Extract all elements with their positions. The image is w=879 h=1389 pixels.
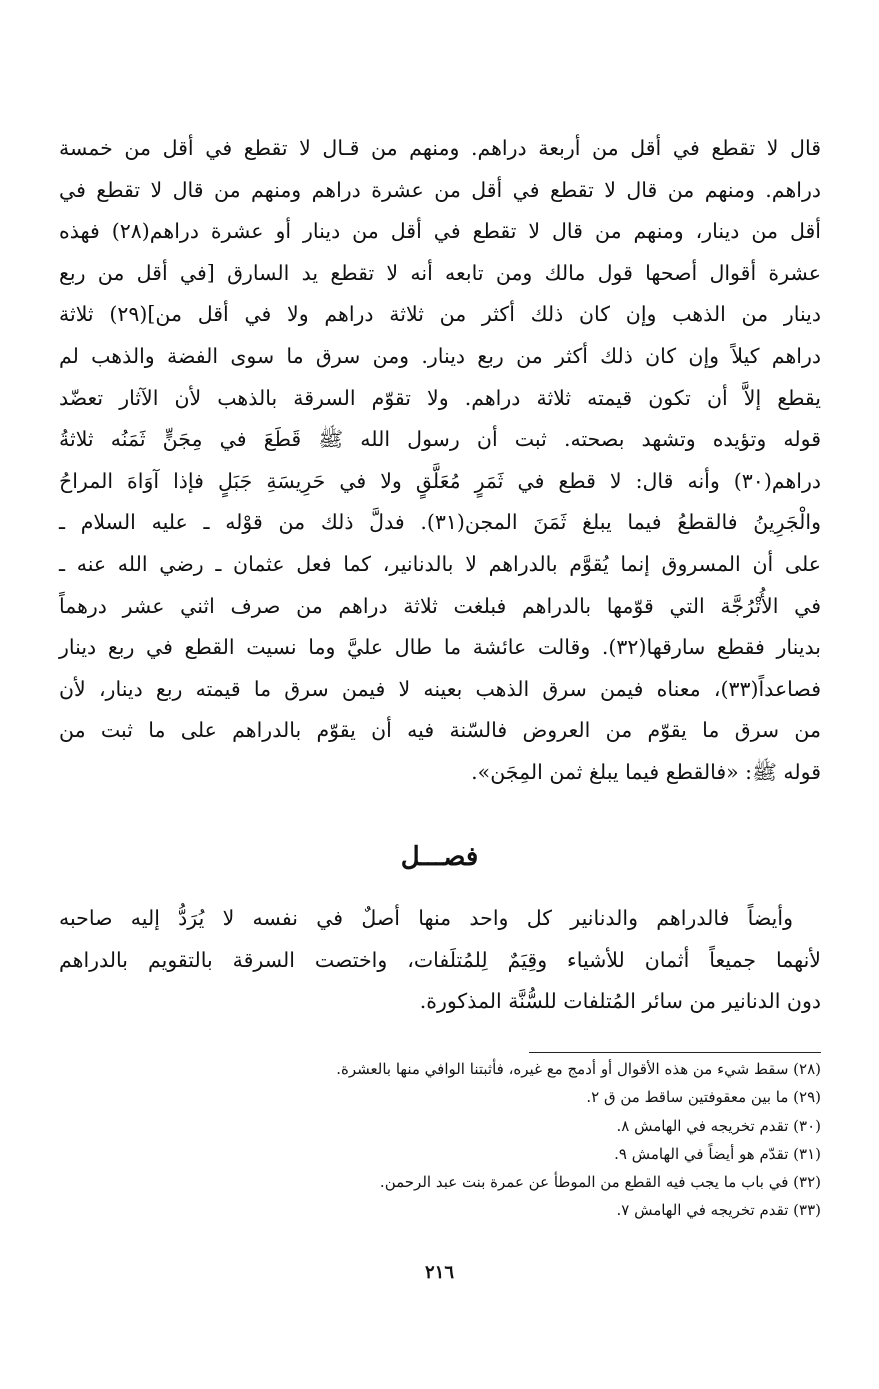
main-line: في الأُتْرُجَّة التي قوّمها بالدراهم فبلغت ثلاثة دراهم من صرف اثني عشر درهماً — [59, 593, 821, 618]
main-line: يقطع إلاَّ أن تكون قيمته ثلاثة دراهم. ولا تقوّم السرقة بالذهب لأن الآثار تعضّد — [59, 385, 821, 410]
footnote: (٣٢) في باب ما يجب فيه القطع من الموطأ عن عمرة بنت عبد الرحمن. — [379, 1173, 821, 1192]
footnote: (٢٨) سقط شيء من هذه الأقوال أو أدمج مع غيره، فأثبتنا الوافي منها بالعشرة. — [336, 1060, 821, 1078]
main-line: قال لا تقطع في أقل من أربعة دراهم. ومنهم من قـال لا تقطع في أقل من خمسة — [59, 136, 821, 160]
main-line: والْجَرِينُ فالقطعُ فيما يبلغ ثَمَنَ المجن(٣١). فدلَّ ذلك من قوْله ـ عليه السلام ـ — [59, 510, 821, 535]
main-line: دراهم. ومنهم من قال لا تقطع في أقل من عشرة دراهم ومنهم من قال لا تقطع في — [59, 177, 821, 202]
section-line: دون الدنانير من سائر المُتلفات للسُّنَّة المذكورة. — [419, 989, 821, 1013]
section-line: لأنهما جميعاً أثمان للأشياء وقِيَمٌ لِلمُتلَفات، واختصت السرقة بالتقويم بالدراهم — [59, 947, 821, 972]
main-line: عشرة أقوال أصحها قول مالك ومن تابعه أنه لا تقطع يد السارق [في أقل من ربع — [59, 260, 821, 285]
main-line: بدينار فقطع سارقها(٣٢). وقالت عائشة ما طال عليَّ وما نسيت القطع في ربع دينار — [59, 635, 821, 660]
footnote: (٣١) تقدّم هو أيضاً في الهامش ٩. — [614, 1144, 821, 1163]
footnotes-list — [59, 1055, 821, 1225]
main-paragraph — [59, 128, 821, 794]
main-line: قوله وتؤيده وتشهد بصحته. ثبت أن رسول الله ﷺ قَطَعَ في مِجَنٍّ ثَمَنُه ثلاثةُ — [59, 427, 821, 452]
main-line: دراهم كيلاً وإن كان ذلك أكثر من ربع دينار. ومن سرق ما سوى الفضة والذهب لم — [59, 343, 821, 368]
footnote: (٣٠) تقدم تخريجه في الهامش ٨. — [616, 1116, 821, 1135]
section-line: وأيضاً فالدراهم والدنانير كل واحد منها أصلٌ في نفسه لا يُرَدُّ إليه صاحبه — [59, 906, 793, 930]
page-number: ٢١٦ — [424, 1262, 454, 1283]
footnote: (٢٩) ما بين معقوفتين ساقط من ق ٢. — [586, 1088, 821, 1107]
main-line: على أن المسروق إنما يُقوَّم بالدراهم لا بالدنانير، كما فعل عثمان ـ رضي الله عنه ـ — [59, 551, 821, 576]
main-line: دينار من الذهب وإن كان ذلك أكثر من ثلاثة دراهم ولا في أقل من](٢٩) ثلاثة — [59, 302, 821, 327]
section-heading: فصـــل — [400, 842, 479, 872]
section-paragraph — [59, 898, 821, 1023]
main-line: من سرق ما يقوّم من العروض فالسّنة فيه أن يقوّم بالدراهم على ما ثبت من — [59, 718, 821, 743]
main-line: فصاعداً(٣٣)، معناه فيمن سرق الذهب بعينه لا فيمن سرق ما قيمته ربع دينار، لأن — [59, 676, 821, 701]
footnote-divider — [529, 1052, 821, 1053]
main-line: أقل من دينار، ومنهم من قال لا تقطع في أقل من دينار أو عشرة دراهم(٢٨) فهذه — [59, 219, 821, 244]
main-line: قوله ﷺ: «فالقطع فيما يبلغ ثمن المِجَن». — [471, 759, 821, 784]
footnote: (٣٣) تقدم تخريجه في الهامش ٧. — [616, 1201, 821, 1220]
main-line: دراهم(٣٠) وأنه قال: لا قطع في ثَمَرٍ مُعَلَّقٍ ولا في حَرِيسَةِ جَبَلٍ فإذا آوَاهَ المراحُ — [59, 468, 821, 493]
